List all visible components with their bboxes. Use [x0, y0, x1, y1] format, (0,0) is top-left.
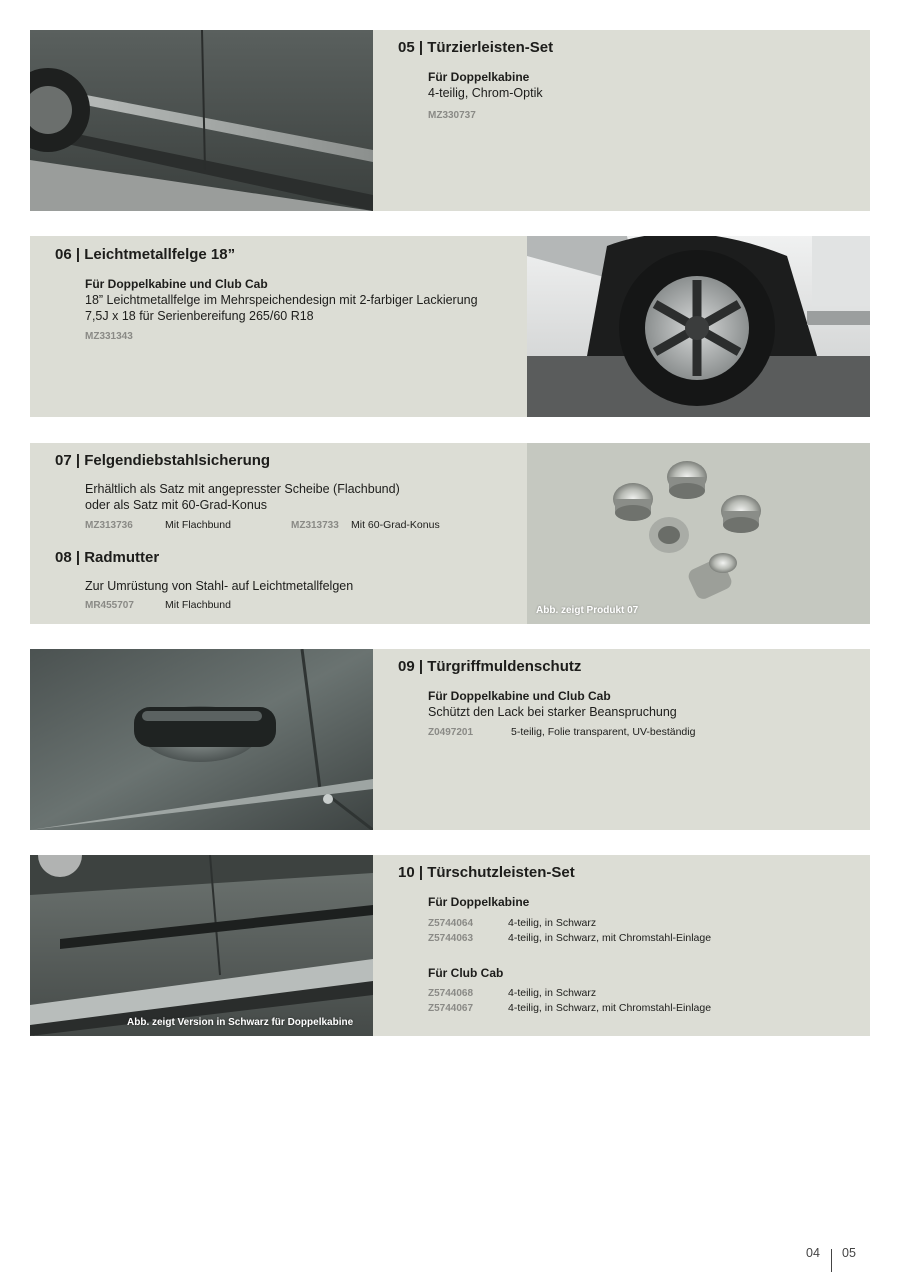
image-caption: Abb. zeigt Version in Schwarz für Doppelkabine	[127, 1017, 354, 1028]
lock-nuts-photo	[527, 443, 870, 624]
product-subtitle: Für Doppelkabine	[428, 895, 530, 909]
variant-description: 4-teilig, in Schwarz, mit Chromstahl-Einlage	[508, 932, 712, 944]
wheel-photo	[527, 236, 870, 417]
page-number-divider	[831, 1249, 832, 1272]
article-number: Z5744063	[428, 933, 474, 944]
product-title: 10 | Türschutzleisten-Set	[398, 864, 575, 881]
variant-description: 5-teilig, Folie transparent, UV-beständig	[511, 726, 696, 738]
variant-description: Mit Flachbund	[165, 519, 231, 531]
variant-description: 4-teilig, in Schwarz	[508, 917, 597, 929]
door-handle-photo	[30, 649, 373, 830]
article-number: MZ330737	[428, 110, 476, 121]
product-07-08	[30, 443, 870, 624]
product-10	[30, 855, 870, 1036]
product-subtitle: Für Doppelkabine und Club Cab	[428, 689, 611, 703]
article-number: Z0497201	[428, 727, 474, 738]
product-description: Schützt den Lack bei starker Beanspruchung	[428, 705, 677, 719]
product-description-line2: 7,5J x 18 für Serienbereifung 265/60 R18	[85, 309, 314, 323]
variant-description: Mit 60-Grad-Konus	[351, 519, 440, 531]
product-description: 4-teilig, Chrom-Optik	[428, 86, 543, 100]
product-subtitle: Für Doppelkabine und Club Cab	[85, 277, 268, 291]
page-number-right: 05	[842, 1246, 856, 1260]
product-title: 09 | Türgriffmuldenschutz	[398, 658, 582, 675]
product-subtitle: Für Club Cab	[428, 966, 504, 980]
product-description: Zur Umrüstung von Stahl- auf Leichtmetallfelgen	[85, 579, 354, 593]
product-description-line1: 18” Leichtmetallfelge im Mehrspeichendesign mit 2-farbiger Lackierung	[85, 293, 478, 307]
article-number: Z5744067	[428, 1003, 474, 1014]
product-09	[30, 649, 870, 830]
product-05	[30, 30, 870, 211]
article-number: MR455707	[85, 600, 134, 611]
product-title-08: 08 | Radmutter	[55, 549, 160, 566]
product-description-line2: oder als Satz mit 60-Grad-Konus	[85, 498, 268, 512]
image-caption: Abb. zeigt Produkt 07	[536, 605, 639, 616]
variant-description: 4-teilig, in Schwarz, mit Chromstahl-Einlage	[508, 1002, 712, 1014]
article-number: MZ331343	[85, 331, 133, 342]
article-number: Z5744064	[428, 918, 474, 929]
product-05-text	[373, 30, 870, 211]
product-description-line1: Erhältlich als Satz mit angepresster Scheibe (Flachbund)	[85, 482, 400, 496]
product-06-text	[30, 236, 527, 417]
product-title: 06 | Leichtmetallfelge 18”	[55, 246, 236, 263]
article-number: Z5744068	[428, 988, 474, 999]
product-10-text	[373, 855, 870, 1036]
vehicle-doors-photo	[30, 855, 373, 1036]
product-subtitle: Für Doppelkabine	[428, 70, 530, 84]
page-number-left: 04	[806, 1246, 820, 1260]
article-number: MZ313733	[291, 520, 339, 531]
article-number: MZ313736	[85, 520, 133, 531]
product-title-07: 07 | Felgendiebstahlsicherung	[55, 452, 271, 469]
vehicle-side-photo	[30, 30, 373, 211]
product-09-text	[373, 649, 870, 830]
variant-description: 4-teilig, in Schwarz	[508, 987, 597, 999]
variant-description: Mit Flachbund	[165, 599, 231, 611]
product-07-08-text	[30, 443, 527, 624]
product-title: 05 | Türzierleisten-Set	[398, 39, 554, 56]
product-06	[30, 236, 870, 417]
